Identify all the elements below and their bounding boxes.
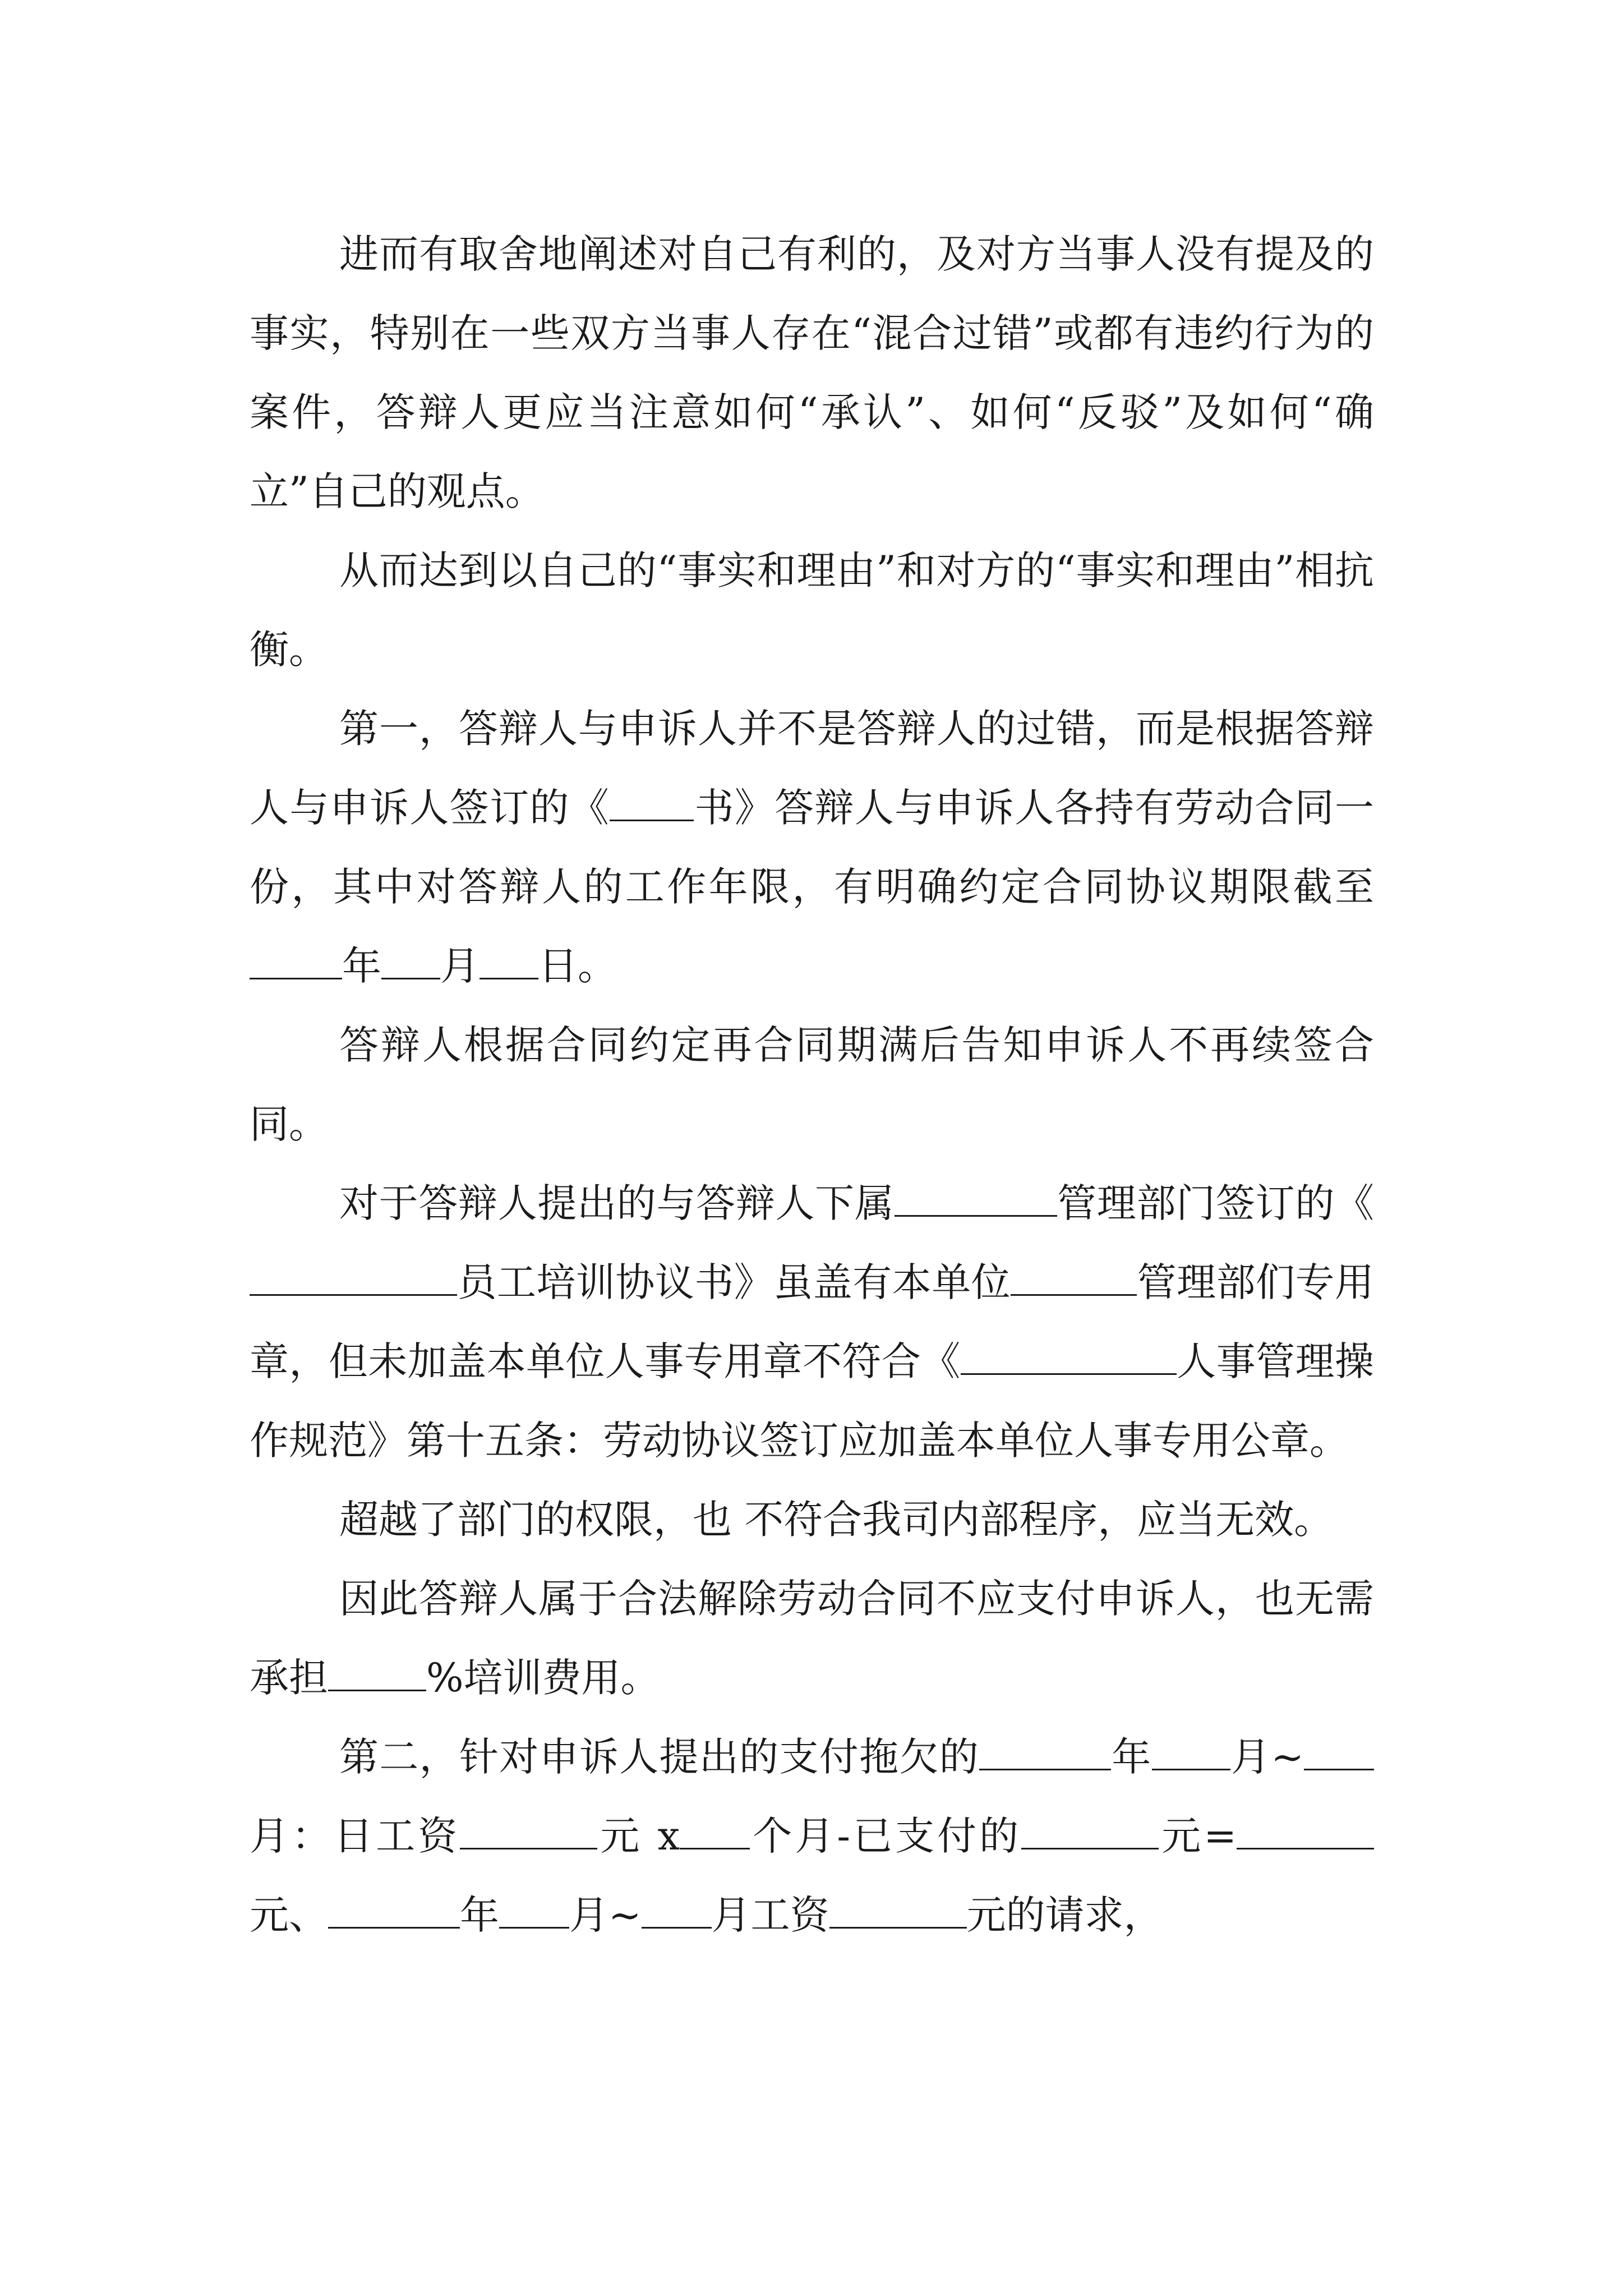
paragraph-8-text-12: 元的请求， <box>966 1892 1163 1938</box>
paragraph-5-text-5: 人事管理操作规范》第十五条：劳动协议签订应加盖本单位人事专用公章。 <box>250 1338 1375 1464</box>
paragraph-5-text-4: 管理部们专用章，但未加盖本单位人事专用章不符合《 <box>250 1259 1375 1384</box>
blank-field <box>250 1260 457 1296</box>
paragraph-6: 超越了部门的权限，也 不符合我司内部程序，应当无效。 <box>339 1497 1334 1543</box>
paragraph-8-text-2: 年 <box>1111 1734 1152 1780</box>
blank-field <box>1011 1260 1137 1296</box>
paragraph-5 <box>250 1164 1374 1480</box>
paragraph-7 <box>250 1559 1374 1718</box>
paragraph-8-text-8: 元、 <box>250 1892 328 1938</box>
paragraph-1: 进而有取舍地阐述对自己有利的，及对方当事人没有提及的事实，特别在一些双方当事人存在“混合过错”或都有违约行为的案件，答辩人更应当注意如何“承认”、如何“反驳”及如何“确立”自己的观点。 <box>250 231 1374 514</box>
paragraph-3-text-2: 书》答辩人与申诉人各持有劳动合同一份，其中对答辩人的工作年限，有明确约定合同协议期限截至 <box>250 785 1375 910</box>
blank-field <box>328 1893 460 1929</box>
paragraph-8-text-9: 年 <box>460 1892 499 1938</box>
blank-field <box>610 786 694 821</box>
paragraph-8-text-3: 月~ <box>1230 1734 1304 1780</box>
paragraph-7-text-1: 因此答辩人属于合法解除劳动合同不应支付申诉人，也无需承担 <box>250 1576 1374 1701</box>
paragraph-3-text-1: 第一，答辩人与申诉人并不是答辩人的过错，而是根据答辩人与申诉人签订的《 <box>250 706 1374 831</box>
blank-field <box>1237 1814 1374 1849</box>
blank-field <box>328 1656 426 1691</box>
paragraph-7-text-2: %培训费用。 <box>426 1655 660 1701</box>
blank-field <box>829 1893 967 1929</box>
paragraph-8-text-11: 月工资 <box>711 1892 829 1938</box>
blank-field <box>1304 1735 1374 1770</box>
blank-field <box>895 1181 1057 1217</box>
paragraph-5-text-2: 管理部门签订的《 <box>1057 1180 1375 1226</box>
blank-field <box>961 1340 1177 1375</box>
blank-field <box>499 1893 569 1929</box>
blank-field <box>642 1893 712 1929</box>
blank-field <box>979 1735 1111 1770</box>
paragraph-3-text-4: 月 <box>440 943 479 989</box>
blank-field <box>1021 1814 1159 1849</box>
paragraph-5-text-3: 员工培训协议书》虽盖有本单位 <box>457 1259 1011 1305</box>
paragraph-3 <box>250 689 1374 1006</box>
paragraph-3-text-5: 日。 <box>538 943 617 989</box>
paragraph-4: 答辩人根据合同约定再合同期满后告知申诉人不再续签合同。 <box>250 1022 1374 1147</box>
paragraph-8-text-10: 月~ <box>569 1892 642 1938</box>
paragraph-8-text-4: 月：日工资 <box>250 1813 460 1859</box>
paragraph-8-text-6: 个月-已支付的 <box>750 1813 1022 1859</box>
paragraph-5-text-1: 对于答辩人提出的与答辩人下属 <box>339 1180 895 1226</box>
paragraph-8 <box>250 1718 1374 1955</box>
paragraph-8-text-1: 第二，针对申诉人提出的支付拖欠的 <box>339 1734 980 1780</box>
document-body <box>250 215 1374 1955</box>
blank-field <box>1152 1735 1230 1770</box>
blank-field <box>250 944 342 979</box>
blank-field <box>680 1814 750 1849</box>
paragraph-2: 从而达到以自己的“事实和理由”和对方的“事实和理由”相抗衡。 <box>250 547 1374 673</box>
blank-field <box>381 944 440 979</box>
paragraph-8-text-7: 元= <box>1159 1813 1237 1859</box>
paragraph-8-text-5: 元 x <box>597 1813 680 1859</box>
blank-field <box>479 944 538 979</box>
blank-field <box>460 1814 597 1849</box>
paragraph-3-text-3: 年 <box>342 943 381 989</box>
